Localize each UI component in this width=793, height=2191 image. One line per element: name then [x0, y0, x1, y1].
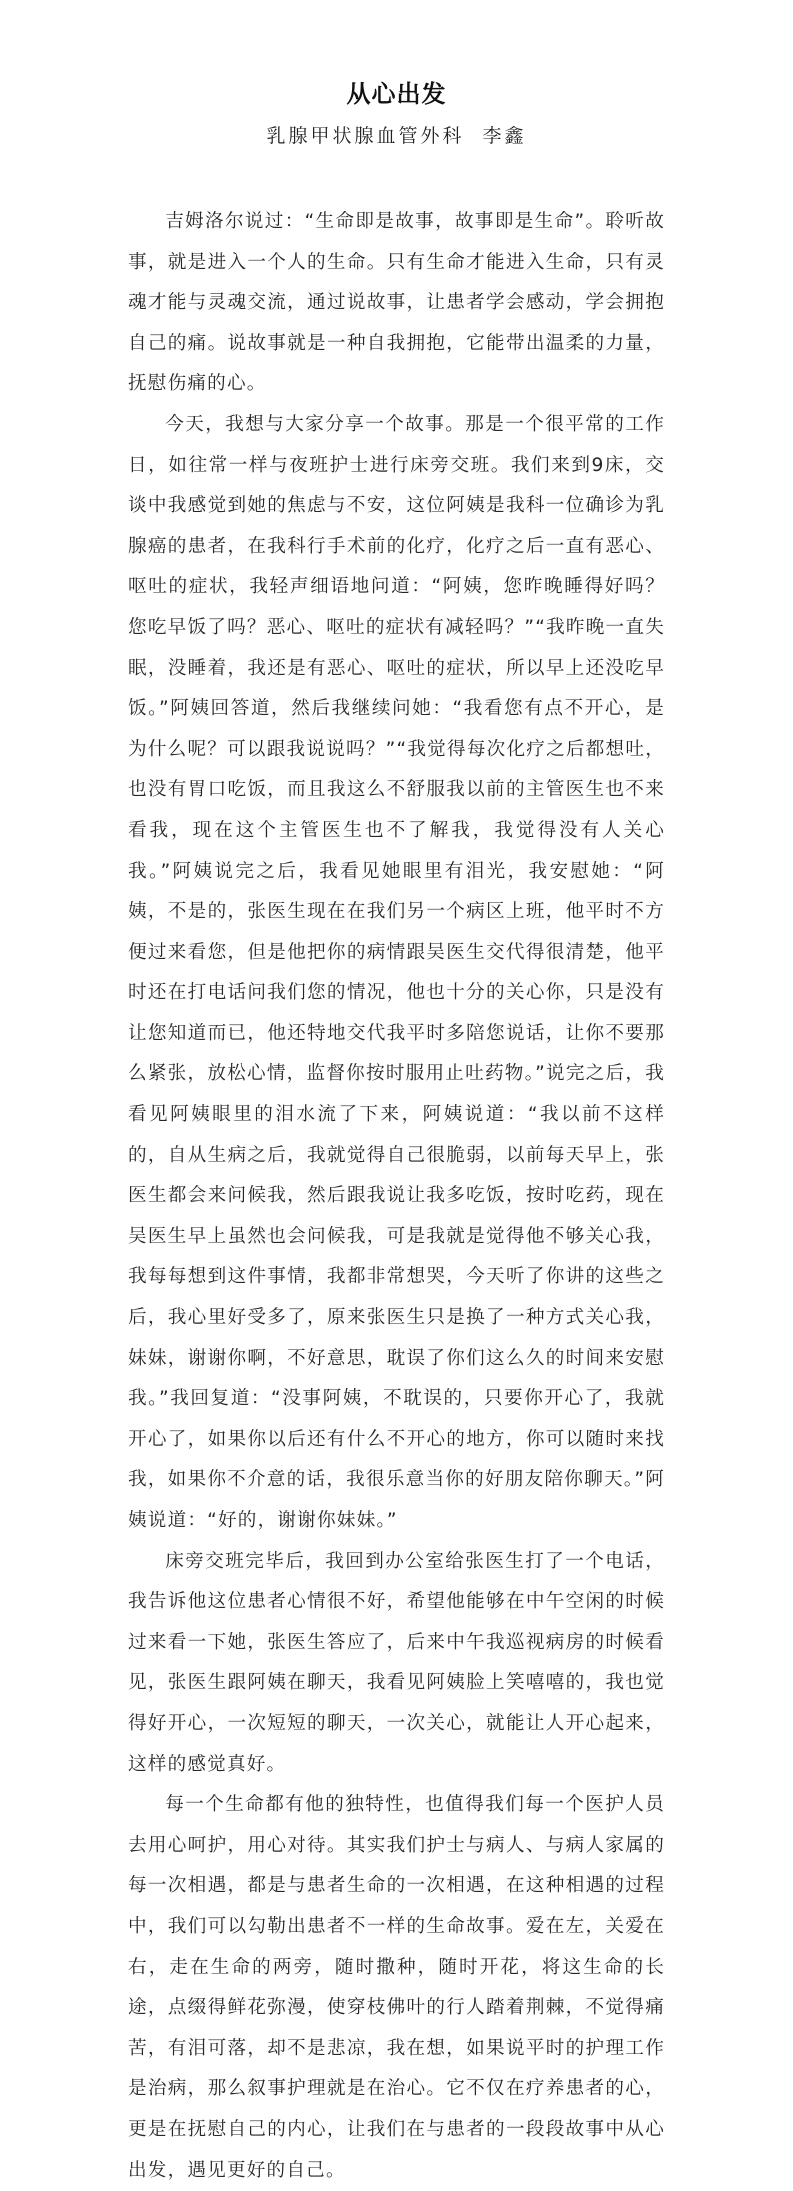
- paragraph: 吉姆洛尔说过：“生命即是故事，故事即是生命”。聆听故事，就是进入一个人的生命。只有生命才能进入生命，只有灵魂才能与灵魂交流，通过说故事，让患者学会感动，学会拥抱自己的痛。说故事就是一种自我拥抱，它能带出温柔的力量，抚慰伤痛的心。: [128, 211, 665, 395]
- author-department: 乳腺甲状腺血管外科: [266, 125, 465, 147]
- paragraph: 每一个生命都有他的独特性，也值得我们每一个医护人员去用心呵护，用心对待。其实我们护士与病人、与病人家属的每一次相遇，都是与患者生命的一次相遇，在这种相遇的过程中，我们可以勾勒出患者不一样的生命故事。爱在左，关爱在右，走在生命的两旁，随时撒种，随时开花，将这生命的长途，点缀得鲜花弥漫，使穿枝佛叶的行人踏着荆棘，不觉得痛苦，有泪可落，却不是悲凉，我在想，如果说平时的护理工作是治病，那么叙事护理就是在治心。它不仅在疗养患者的心，更是在抚慰自己的内心，让我们在与患者的一段段故事中从心出发，遇见更好的自己。: [128, 1794, 665, 2181]
- paragraph: 今天，我想与大家分享一个故事。那是一个很平常的工作日，如往常一样与夜班护士进行床旁交班。我们来到9床，交谈中我感觉到她的焦虑与不安，这位阿姨是我科一位确诊为乳腺癌的患者，在我科行手术前的化疗，化疗之后一直有恶心、呕吐的症状，我轻声细语地问道：“阿姨，您昨晚睡得好吗？您吃早饭了吗？恶心、呕吐的症状有减轻吗？”“我昨晚一直失眠，没睡着，我还是有恶心、呕吐的症状，所以早上还没吃早饭。”阿姨回答道，然后我继续问她：“我看您有点不开心，是为什么呢？可以跟我说说吗？”“我觉得每次化疗之后都想吐，也没有胃口吃饭，而且我这么不舒服我以前的主管医生也不来看我，现在这个主管医生也不了解我，我觉得没有人关心我。”阿姨说完之后，我看见她眼里有泪光，我安慰她：“阿姨，不是的，张医生现在在我们另一个病区上班，他平时不方便过来看您，但是他把你的病情跟吴医生交代得很清楚，他平时还在打电话问我们您的情况，他也十分的关心你，只是没有让您知道而已，他还特地交代我平时多陪您说话，让你不要那么紧张，放松心情，监督你按时服用止吐药物。”说完之后，我看见阿姨眼里的泪水流了下来，阿姨说道：“我以前不这样的，自从生病之后，我就觉得自己很脆弱，以前每天早上，张医生都会来问候我，然后跟我说让我多吃饭，按时吃药，现在吴医生早上虽然也会问候我，可是我就是觉得他不够关心我，我每每想到这件事情，我都非常想哭，今天听了你讲的这些之后，我心里好受多了，原来张医生只是换了一种方式关心我，妹妹，谢谢你啊，不好意思，耽误了你们这么久的时间来安慰我。”我回复道：“没事阿姨，不耽误的，只要你开心了，我就开心了，如果你以后还有什么不开心的地方，你可以随时来找我，如果你不介意的话，我很乐意当你的好朋友陪你聊天。”阿姨说道：“好的，谢谢你妹妹。”: [128, 413, 665, 1531]
- article-body: [128, 202, 665, 2191]
- paragraph: 床旁交班完毕后，我回到办公室给张医生打了一个电话，我告诉他这位患者心情很不好，希望他能够在中午空闲的时候过来看一下她，张医生答应了，后来中午我巡视病房的时候看见，张医生跟阿姨在聊天，我看见阿姨脸上笑嘻嘻的，我也觉得好开心，一次短短的聊天，一次关心，就能让人开心起来，这样的感觉真好。: [128, 1550, 665, 1775]
- author-name: 李鑫: [482, 125, 527, 147]
- byline: [128, 122, 665, 150]
- article-title: 从心出发: [346, 79, 447, 108]
